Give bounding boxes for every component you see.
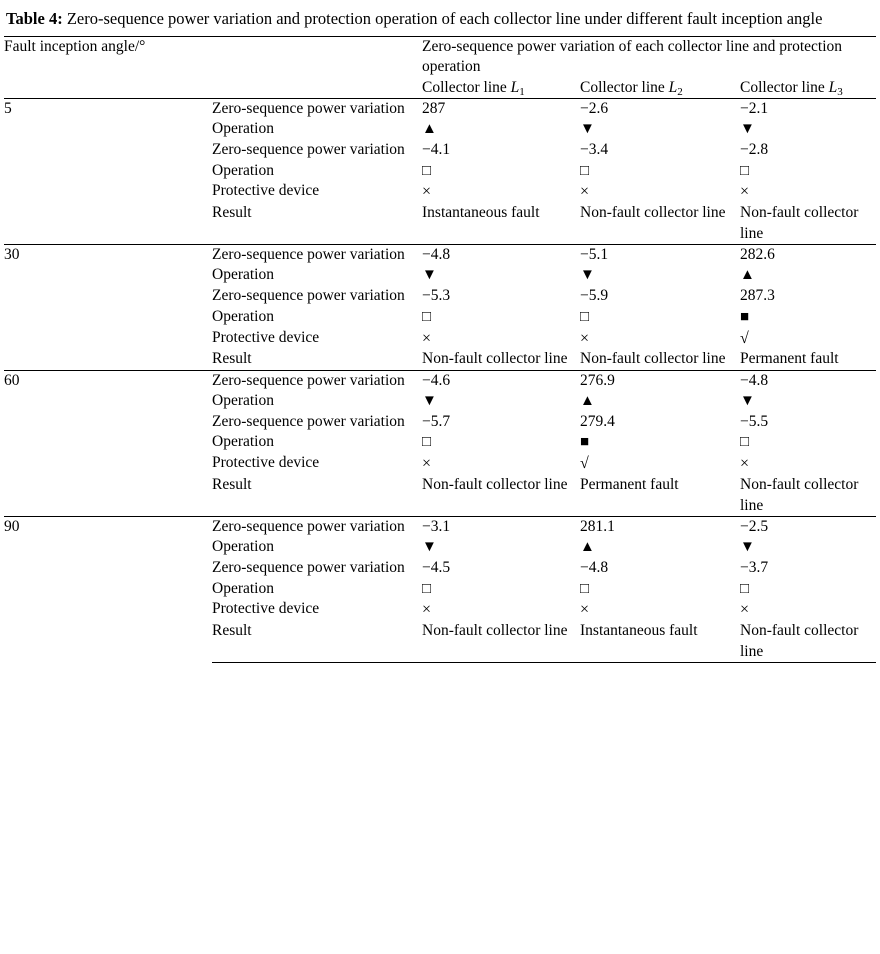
cell-zspv2-l2: −4.8 [580, 559, 609, 577]
cell-zspv2-l1: −4.5 [422, 559, 451, 577]
table-caption [6, 8, 872, 36]
triangle-down-icon [740, 538, 755, 558]
header-collector-line-3: Collector line $L_3$ [740, 78, 843, 98]
cross-icon [422, 453, 431, 475]
row-label: Zero-sequence power variation [212, 559, 405, 577]
square-open-icon [422, 580, 431, 600]
cell-op1-l1 [422, 537, 580, 558]
cell-op2-l1 [422, 579, 580, 600]
row-label: Zero-sequence power variation [212, 413, 405, 431]
row-label: Zero-sequence power variation [212, 141, 405, 159]
triangle-down-icon [740, 120, 755, 140]
cell-op2-l1 [422, 432, 580, 453]
cell-zspv2-l3: −5.5 [740, 413, 769, 431]
cell-device-l2 [580, 599, 740, 621]
angle-value: 90 [4, 516, 212, 662]
cell-op2-l3 [740, 579, 876, 600]
header-spacer [4, 78, 422, 99]
caption-label: Table 4: [6, 9, 63, 28]
triangle-down-icon [740, 392, 755, 412]
cell-result-l2: Non-fault collector line [580, 204, 726, 222]
angle-value: 5 [4, 98, 212, 244]
cell-zspv2-l3: −3.7 [740, 559, 769, 577]
cell-result-l2: Non-fault collector line [580, 350, 726, 368]
cell-device-l3 [740, 453, 876, 475]
row-label: Zero-sequence power variation [212, 516, 422, 537]
cell-op2-l3 [740, 432, 876, 453]
cell-result-l3: Non-fault collector line [740, 204, 859, 242]
row-label: Zero-sequence power variation [212, 98, 422, 119]
cell-zspv1-l3: −4.8 [740, 370, 876, 391]
cross-icon [580, 181, 589, 203]
cell-zspv1-l2: −5.1 [580, 245, 740, 266]
cell-device-l3 [740, 181, 876, 203]
square-open-icon [740, 433, 749, 453]
cell-result-l2: Permanent fault [580, 476, 679, 494]
cell-zspv1-l3: −2.1 [740, 98, 876, 119]
cell-result-l1: Non-fault collector line [422, 621, 580, 662]
cell-op1-l3 [740, 119, 876, 140]
triangle-down-icon [422, 538, 437, 558]
table-header-row-2 [4, 78, 876, 99]
square-open-icon [580, 162, 589, 182]
cell-device-l1 [422, 453, 580, 475]
triangle-down-icon [422, 392, 437, 412]
triangle-down-icon [422, 266, 437, 286]
cell-result-l1: Non-fault collector line [422, 476, 568, 494]
cell-zspv1-l1: 287 [422, 98, 580, 119]
cross-icon [740, 453, 749, 475]
row-label: Protective device [212, 600, 320, 618]
cell-zspv1-l1: −4.6 [422, 370, 580, 391]
row-label: Operation [212, 579, 274, 597]
row-label: Result [212, 621, 422, 662]
square-open-icon [422, 433, 431, 453]
row-label: Protective device [212, 328, 320, 346]
cell-device-l3 [740, 328, 876, 350]
square-filled-icon [740, 308, 749, 328]
row-label: Result [212, 204, 252, 222]
header-group-title: Zero-sequence power variation of each collector line and protection operation [422, 36, 876, 77]
cell-op2-l3 [740, 307, 876, 328]
cell-op1-l3 [740, 391, 876, 412]
triangle-up-icon [580, 538, 595, 558]
row-label: Result [212, 350, 252, 368]
row-label: Operation [212, 538, 274, 556]
header-fault-angle: Fault inception angle/° [4, 36, 422, 77]
table-row [4, 98, 876, 119]
cell-op1-l2 [580, 265, 740, 286]
square-open-icon [580, 308, 589, 328]
cell-result-l3: Permanent fault [740, 350, 839, 368]
cross-icon [580, 328, 589, 350]
cross-icon [422, 599, 431, 621]
cross-icon [580, 599, 589, 621]
cross-icon [422, 181, 431, 203]
triangle-down-icon [580, 120, 595, 140]
cell-op2-l2 [580, 579, 740, 600]
cell-zspv1-l1: −3.1 [422, 516, 580, 537]
cell-device-l1 [422, 599, 580, 621]
row-label: Zero-sequence power variation [212, 370, 422, 391]
cell-zspv1-l2: −2.6 [580, 98, 740, 119]
cell-zspv2-l1: −4.1 [422, 141, 451, 159]
cross-icon [740, 599, 749, 621]
cross-icon [422, 328, 431, 350]
cell-op1-l1 [422, 119, 580, 140]
cell-result-l2: Instantaneous fault [580, 621, 740, 662]
cell-op1-l2 [580, 119, 740, 140]
angle-value: 30 [4, 245, 212, 371]
cell-zspv2-l3: 287.3 [740, 287, 775, 305]
caption-text: Zero-sequence power variation and protection operation of each collector line under different fault inception angle [66, 9, 823, 28]
square-open-icon [580, 580, 589, 600]
cell-op1-l1 [422, 391, 580, 412]
cell-op2-l3 [740, 161, 876, 182]
row-label: Operation [212, 433, 274, 451]
cell-result-l3: Non-fault collector line [740, 476, 859, 514]
row-label: Operation [212, 307, 274, 325]
row-label: Result [212, 476, 252, 494]
cell-zspv2-l1: −5.3 [422, 287, 451, 305]
cell-op2-l2 [580, 307, 740, 328]
cell-result-l1: Instantaneous fault [422, 204, 540, 222]
square-open-icon [422, 308, 431, 328]
cell-zspv2-l2: −5.9 [580, 287, 609, 305]
check-icon [580, 453, 589, 475]
cell-device-l2 [580, 328, 740, 350]
cell-result-l1: Non-fault collector line [422, 350, 568, 368]
cell-zspv1-l3: −2.5 [740, 516, 876, 537]
row-label: Protective device [212, 182, 320, 200]
triangle-up-icon [580, 392, 595, 412]
cell-zspv2-l2: −3.4 [580, 141, 609, 159]
cell-device-l1 [422, 181, 580, 203]
square-open-icon [740, 162, 749, 182]
check-icon [740, 328, 749, 350]
cell-device-l2 [580, 453, 740, 475]
row-label: Zero-sequence power variation [212, 287, 405, 305]
triangle-up-icon [740, 266, 755, 286]
square-open-icon [740, 580, 749, 600]
square-filled-icon [580, 433, 589, 453]
square-open-icon [422, 162, 431, 182]
cell-device-l3 [740, 599, 876, 621]
cell-zspv1-l3: 282.6 [740, 245, 876, 266]
cell-op1-l2 [580, 391, 740, 412]
header-collector-line-1: Collector line $L_1$ [422, 78, 525, 98]
table-row [4, 245, 876, 266]
table-header-row-1 [4, 36, 876, 77]
row-label: Operation [212, 161, 274, 179]
cell-zspv1-l1: −4.8 [422, 245, 580, 266]
cell-zspv1-l2: 276.9 [580, 370, 740, 391]
cell-op1-l2 [580, 537, 740, 558]
cell-zspv2-l1: −5.7 [422, 413, 451, 431]
cell-op2-l2 [580, 161, 740, 182]
cell-op2-l2 [580, 432, 740, 453]
triangle-up-icon [422, 120, 437, 140]
cell-op1-l3 [740, 265, 876, 286]
cell-zspv2-l3: −2.8 [740, 141, 769, 159]
row-label: Operation [212, 120, 274, 138]
cell-op1-l3 [740, 537, 876, 558]
cell-op2-l1 [422, 161, 580, 182]
row-label: Operation [212, 392, 274, 410]
table-row [4, 516, 876, 537]
row-label: Operation [212, 266, 274, 284]
cross-icon [740, 181, 749, 203]
triangle-down-icon [580, 266, 595, 286]
header-collector-line-2: Collector line $L_2$ [580, 78, 683, 98]
cell-op2-l1 [422, 307, 580, 328]
cell-result-l3: Non-fault collector line [740, 621, 876, 662]
row-label: Protective device [212, 454, 320, 472]
cell-device-l1 [422, 328, 580, 350]
row-label: Zero-sequence power variation [212, 245, 422, 266]
cell-op1-l1 [422, 265, 580, 286]
angle-value: 60 [4, 370, 212, 516]
results-table [4, 36, 876, 663]
table-row [4, 370, 876, 391]
cell-device-l2 [580, 181, 740, 203]
cell-zspv2-l2: 279.4 [580, 413, 615, 431]
cell-zspv1-l2: 281.1 [580, 516, 740, 537]
